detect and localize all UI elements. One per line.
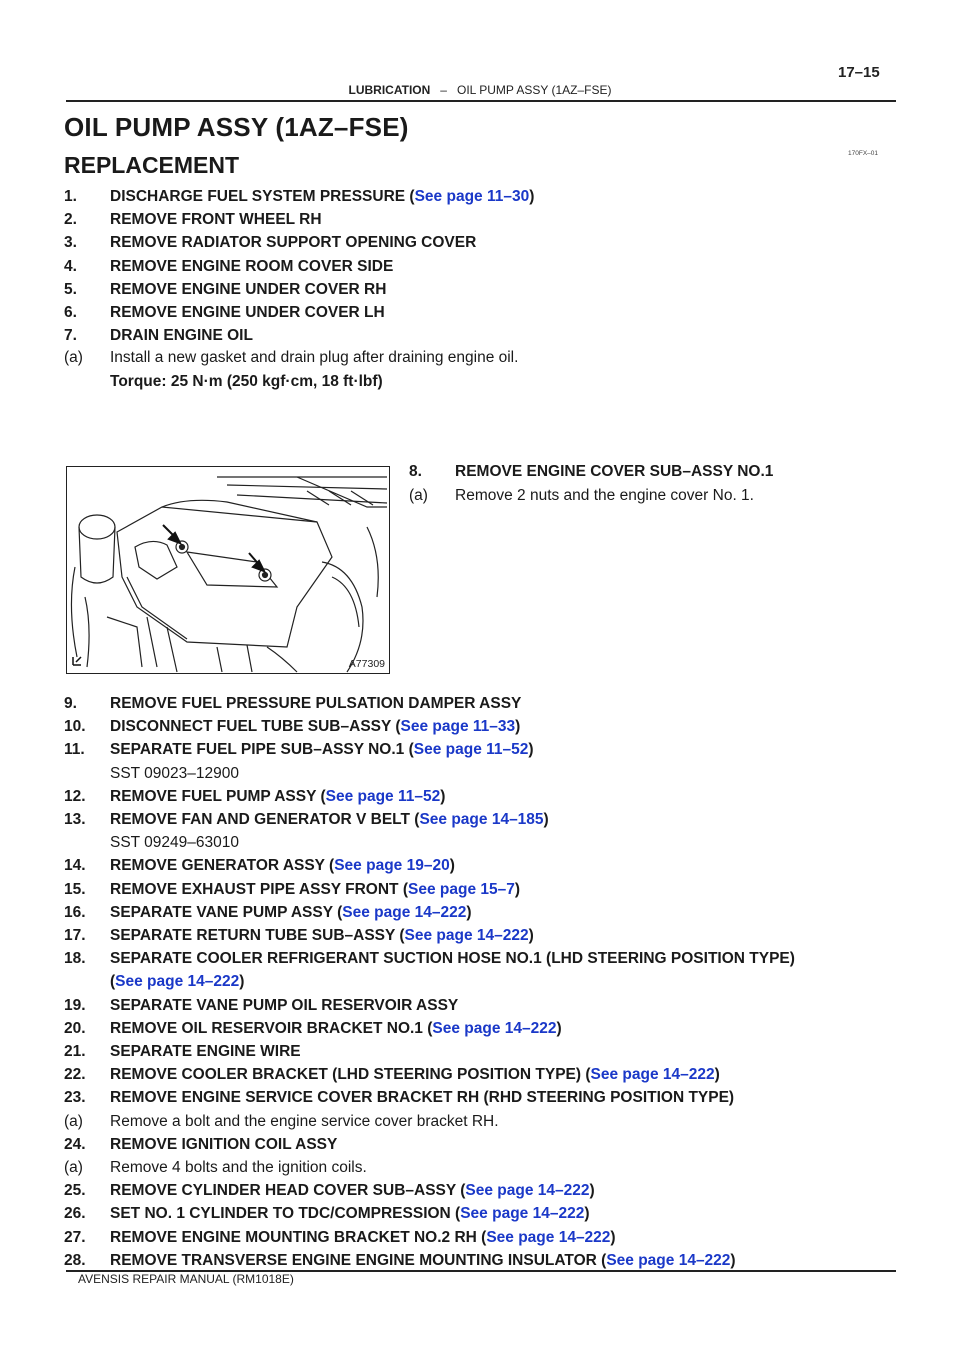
step-text xyxy=(110,1181,595,1201)
header-topic: OIL PUMP ASSY (1AZ–FSE) xyxy=(456,83,612,97)
step-text xyxy=(110,210,322,230)
page-reference-link[interactable]: See page 11–33 xyxy=(400,718,516,736)
closing-paren: ) xyxy=(449,857,455,875)
step-label: REMOVE GENERATOR ASSY ( xyxy=(110,857,335,875)
page-reference-link[interactable]: See page 14–222 xyxy=(606,1251,731,1269)
step-label: REMOVE IGNITION COIL ASSY xyxy=(110,1135,338,1153)
step-text xyxy=(110,1158,367,1178)
step-label: REMOVE FAN AND GENERATOR V BELT ( xyxy=(110,811,420,828)
step-number: 19. xyxy=(64,996,86,1014)
step-number: 17. xyxy=(64,927,86,944)
step-text xyxy=(110,949,795,969)
step-text xyxy=(110,257,393,277)
step-text xyxy=(110,972,244,992)
header-rule xyxy=(66,100,896,102)
step-number: 20. xyxy=(64,1019,86,1037)
page-reference-link[interactable]: See page 14–222 xyxy=(590,1066,715,1084)
closing-paren: ) xyxy=(239,973,245,991)
step-number: 7. xyxy=(64,327,77,345)
step-label: SEPARATE VANE PUMP ASSY ( xyxy=(110,903,343,921)
step-number: 11. xyxy=(64,741,85,759)
closing-paren: ) xyxy=(515,718,521,736)
step-text xyxy=(110,1112,499,1132)
closing-paren: ) xyxy=(584,1205,590,1223)
step-label: REMOVE COOLER BRACKET (LHD STEERING POSITION TYPE) ( xyxy=(110,1066,591,1084)
step-label: REMOVE OIL RESERVOIR BRACKET NO.1 ( xyxy=(110,1019,433,1037)
closing-paren: ) xyxy=(514,880,521,898)
step-text xyxy=(110,1251,736,1271)
step-number: (a) xyxy=(64,1112,83,1130)
step-text xyxy=(110,764,239,784)
figure-label: A77309 xyxy=(348,658,385,670)
step-label: SST 09023–12900 xyxy=(110,764,239,782)
page-number: 17–15 xyxy=(838,64,880,81)
page-reference-link[interactable]: See page 15–7 xyxy=(408,880,515,898)
step-text xyxy=(110,996,458,1016)
step-number: 3. xyxy=(64,234,77,252)
step-text xyxy=(110,833,239,853)
closing-paren: ) xyxy=(610,1228,616,1246)
step-number: 12. xyxy=(64,787,86,805)
step-text xyxy=(110,233,476,253)
section-subtitle: REPLACEMENT xyxy=(64,152,240,178)
step-label: REMOVE FRONT WHEEL RH xyxy=(110,211,322,229)
step-number: 24. xyxy=(64,1135,86,1153)
page-reference-link[interactable]: See page 14–222 xyxy=(404,927,529,944)
page-reference-link[interactable]: See page 14–222 xyxy=(432,1019,557,1037)
step-label: REMOVE ENGINE ROOM COVER SIDE xyxy=(110,257,394,275)
closing-paren: ) xyxy=(528,741,534,759)
step-label: SET NO. 1 CYLINDER TO TDC/COMPRESSION ( xyxy=(110,1205,461,1223)
step-text: REMOVE ENGINE COVER SUB–ASSY NO.1 xyxy=(455,463,774,480)
step-text xyxy=(110,1228,616,1248)
closing-paren: ) xyxy=(466,903,472,921)
page-reference-link[interactable]: See page 14–222 xyxy=(465,1182,590,1200)
step-label: DISCHARGE FUEL SYSTEM PRESSURE ( xyxy=(110,188,415,205)
step-number: 1. xyxy=(64,188,77,205)
step-label: REMOVE ENGINE SERVICE COVER BRACKET RH (RHD STEERING POSITION TYPE) xyxy=(110,1089,735,1107)
step-label: DRAIN ENGINE OIL xyxy=(110,327,253,345)
step-number: 27. xyxy=(64,1228,86,1246)
closing-paren: ) xyxy=(543,811,549,828)
footer-text: AVENSIS REPAIR MANUAL (RM1018E) xyxy=(78,1272,294,1286)
step-text xyxy=(110,740,534,760)
engine-bay-drawing xyxy=(67,467,389,673)
closing-paren: ) xyxy=(440,787,446,805)
step-number: 14. xyxy=(64,857,86,875)
step-text xyxy=(110,280,386,300)
page-reference-link[interactable]: See page 14–222 xyxy=(460,1205,585,1223)
step-text xyxy=(110,1019,562,1039)
step-label: REMOVE ENGINE UNDER COVER RH xyxy=(110,280,387,298)
step-text xyxy=(110,187,534,207)
step-label: REMOVE RADIATOR SUPPORT OPENING COVER xyxy=(110,234,477,252)
step-number: 10. xyxy=(64,718,86,736)
step-label: SST 09249–63010 xyxy=(110,834,239,852)
torque-spec: Torque: 25 N·m (250 kgf·cm, 18 ft·lbf) xyxy=(110,373,383,390)
substep-number: (a) xyxy=(409,487,428,504)
step-label: SEPARATE ENGINE WIRE xyxy=(110,1043,301,1060)
page-reference-link[interactable]: See page 19–20 xyxy=(334,857,450,875)
step-text xyxy=(110,717,520,737)
step-text xyxy=(110,787,445,807)
step-text xyxy=(110,1135,337,1155)
page-reference-link[interactable]: See page 14–222 xyxy=(115,973,240,991)
step-text xyxy=(110,326,253,346)
step-label: SEPARATE COOLER REFRIGERANT SUCTION HOSE NO.1 (LHD STEERING POSITION TYPE) xyxy=(110,950,795,968)
page-reference-link[interactable]: See page 14–222 xyxy=(342,903,467,921)
engine-cover-illustration xyxy=(66,466,390,674)
closing-paren: ) xyxy=(528,927,534,944)
step-label: DISCONNECT FUEL TUBE SUB–ASSY ( xyxy=(110,718,401,736)
step-number: 6. xyxy=(64,304,77,321)
step-number: 9. xyxy=(64,695,77,712)
step-number: 25. xyxy=(64,1182,86,1200)
step-text xyxy=(110,880,520,900)
step-number: 22. xyxy=(64,1066,86,1084)
page-reference-link[interactable]: See page 11–52 xyxy=(325,787,441,805)
step-number: 28. xyxy=(64,1251,86,1269)
step-text xyxy=(110,1088,734,1108)
step-label: REMOVE EXHAUST PIPE ASSY FRONT ( xyxy=(110,880,408,898)
running-header xyxy=(0,83,960,97)
step-text xyxy=(110,1204,589,1224)
step-number: 23. xyxy=(64,1089,86,1107)
step-label: REMOVE FUEL PUMP ASSY ( xyxy=(110,787,326,805)
step-label: SEPARATE FUEL PIPE SUB–ASSY NO.1 ( xyxy=(110,741,414,759)
step-number: 4. xyxy=(64,257,77,275)
closing-paren: ) xyxy=(556,1019,562,1037)
step-label: REMOVE ENGINE MOUNTING BRACKET NO.2 RH ( xyxy=(110,1228,487,1246)
step-text xyxy=(110,856,455,876)
substep-text: Remove 2 nuts and the engine cover No. 1. xyxy=(455,487,754,504)
page-reference-link[interactable]: See page 11–52 xyxy=(413,741,529,759)
step-number: 5. xyxy=(64,280,77,298)
step-number: 21. xyxy=(64,1043,86,1060)
step-label: SEPARATE VANE PUMP OIL RESERVOIR ASSY xyxy=(110,996,459,1014)
step-text xyxy=(110,903,472,923)
step-label: Remove a bolt and the engine service cover bracket RH. xyxy=(110,1112,499,1130)
closing-paren: ) xyxy=(589,1182,595,1200)
step-label: SEPARATE RETURN TUBE SUB–ASSY ( xyxy=(110,927,405,944)
step-label: REMOVE FUEL PRESSURE PULSATION DAMPER ASSY xyxy=(110,695,522,712)
closing-paren: ) xyxy=(714,1066,720,1084)
step-text xyxy=(110,1065,720,1085)
step-number: 15. xyxy=(64,880,86,898)
page-title: OIL PUMP ASSY (1AZ–FSE) xyxy=(64,112,409,142)
step-number: 2. xyxy=(64,211,77,229)
page-reference-link[interactable]: See page 14–222 xyxy=(486,1228,611,1246)
header-section: LUBRICATION xyxy=(348,83,431,97)
step-label: REMOVE ENGINE UNDER COVER LH xyxy=(110,304,385,321)
step-text xyxy=(110,926,534,946)
closing-paren: ) xyxy=(730,1251,736,1269)
step-number: 13. xyxy=(64,811,86,828)
step-text xyxy=(110,303,385,323)
step-text xyxy=(110,1042,301,1062)
step-number: 26. xyxy=(64,1205,86,1223)
step-number: 18. xyxy=(64,950,86,968)
document-code: 170FX–01 xyxy=(848,150,878,157)
step-label: Remove 4 bolts and the ignition coils. xyxy=(110,1159,367,1176)
step-text xyxy=(110,694,521,714)
closing-paren: ) xyxy=(529,188,535,205)
step-label: REMOVE TRANSVERSE ENGINE ENGINE MOUNTING INSULATOR ( xyxy=(110,1251,607,1269)
step-label: REMOVE CYLINDER HEAD COVER SUB–ASSY ( xyxy=(110,1182,466,1200)
step-text xyxy=(110,810,549,830)
header-separator: – xyxy=(440,83,447,97)
page-reference-link[interactable]: See page 11–30 xyxy=(414,188,530,205)
step-number: 16. xyxy=(64,903,86,921)
step-label: ( xyxy=(110,973,116,991)
step-number: 8. xyxy=(409,463,422,480)
page-reference-link[interactable]: See page 14–185 xyxy=(419,811,544,828)
substep-number: (a) xyxy=(64,349,83,366)
step-number: (a) xyxy=(64,1159,83,1176)
substep-text: Install a new gasket and drain plug after draining engine oil. xyxy=(110,349,519,366)
